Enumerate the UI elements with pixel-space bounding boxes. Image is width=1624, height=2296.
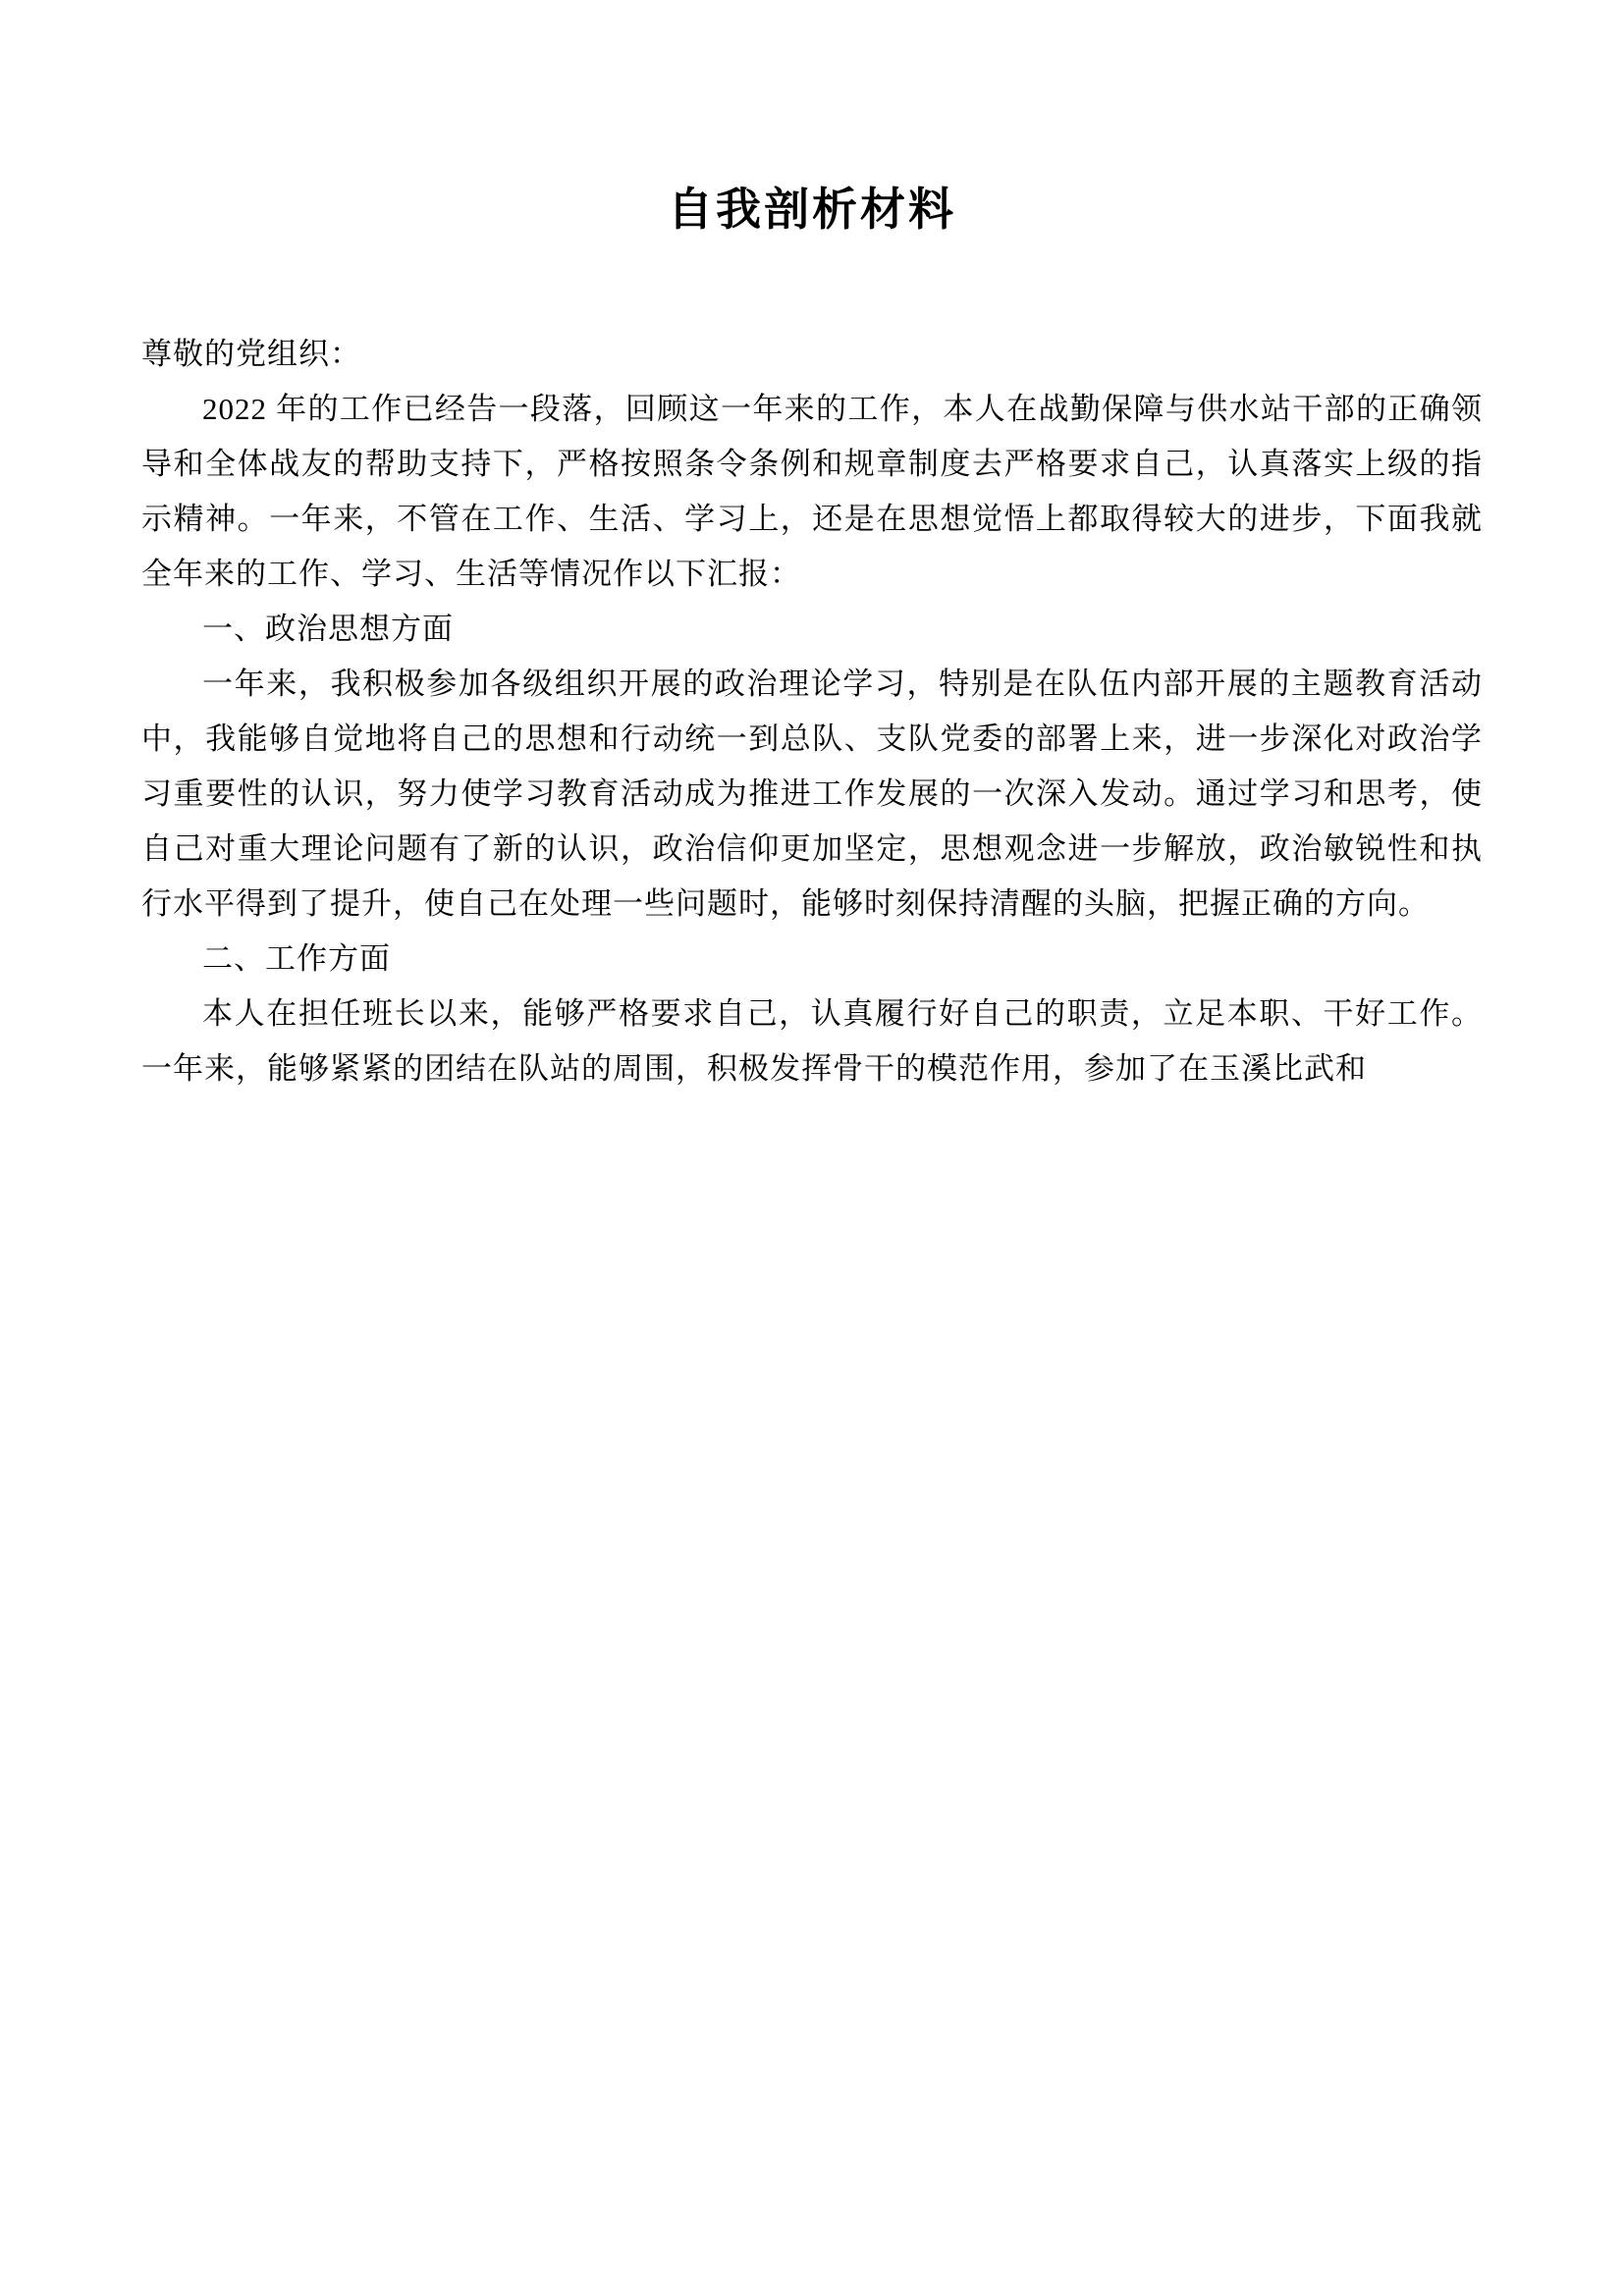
section-heading-work: 二、工作方面	[202, 941, 391, 977]
salutation-line: 尊敬的党组织：	[141, 337, 361, 372]
document-body	[141, 327, 1483, 1096]
paragraph-work: 本人在担任班长以来，能够严格要求自己，认真履行好自己的职责，立足本职、干好工作。一年来，能够紧紧的团结在队站的周围，积极发挥骨干的模范作用，参加了在玉溪比武和	[141, 996, 1483, 1087]
paragraph-intro: 2022 年的工作已经告一段落，回顾这一年来的工作，本人在战勤保障与供水站干部的正确领导和全体战友的帮助支持下，严格按照条令条例和规章制度去严格要求自己，认真落实上级的指示精神。一年来，不管在工作、生活、学习上，还是在思想觉悟上都取得较大的进步，下面我就全年来的工作、学习、生活等情况作以下汇报：	[141, 392, 1483, 592]
document-title: 自我剖析材料	[668, 184, 956, 235]
section-heading-political-thought: 一、政治思想方面	[202, 612, 454, 647]
paragraph-political-thought: 一年来，我积极参加各级组织开展的政治理论学习，特别是在队伍内部开展的主题教育活动中，我能够自觉地将自己的思想和行动统一到总队、支队党委的部署上来，进一步深化对政治学习重要性的认识，努力使学习教育活动成为推进工作发展的一次深入发动。通过学习和思考，使自己对重大理论问题有了新的认识，政治信仰更加坚定，思想观念进一步解放，政治敏锐性和执行水平得到了提升，使自己在处理一些问题时，能够时刻保持清醒的头脑，把握正确的方向。	[141, 667, 1483, 922]
